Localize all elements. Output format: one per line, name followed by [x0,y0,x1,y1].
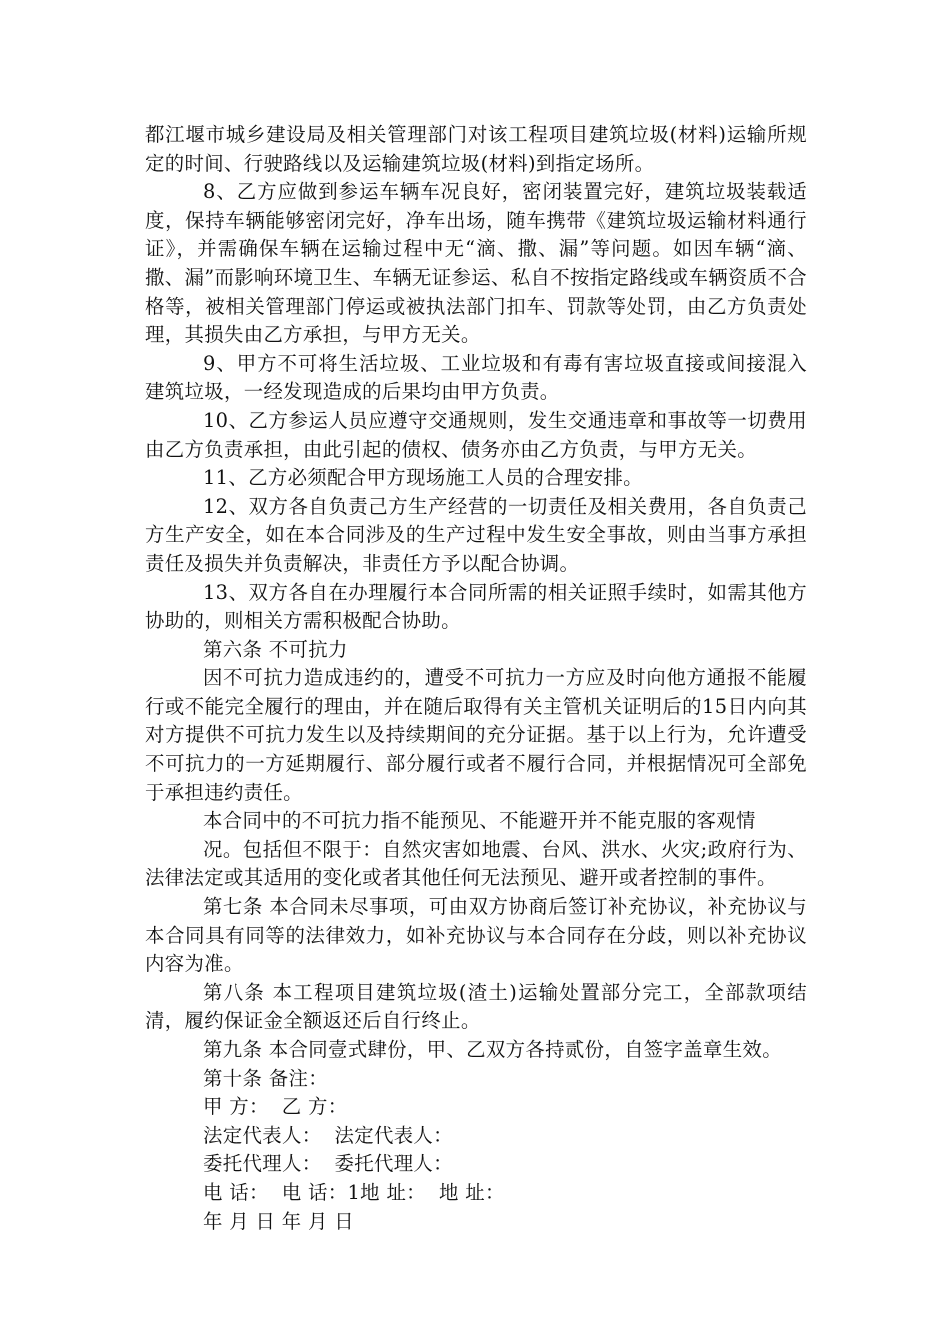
clause-13-paragraph: 13、双方各自在办理履行本合同所需的相关证照手续时，如需其他方协助的，则相关方需积极配合协助。 [145,580,807,633]
clause-10-paragraph: 10、乙方参运人员应遵守交通规则，发生交通违章和事故等一切费用由乙方负责承担，由此引起的债权、债务亦由乙方负责，与甲方无关。 [145,408,807,461]
article-7-paragraph: 第七条 本合同未尽事项，可由双方协商后签订补充协议，补充协议与本合同具有同等的法律效力，如补充协议与本合同存在分歧，则以补充协议内容为准。 [145,895,807,976]
force-majeure-paragraph: 因不可抗力造成违约的，遭受不可抗力一方应及时向他方通报不能履行或不能完全履行的理由，并在随后取得有关主管机关证明后的15日内向其对方提供不可抗力发生以及持续期间的充分证据。基于以上行为，允许遭受不可抗力的一方延期履行、部分履行或者不履行合同，并根据情况可全部免于承担违约责任。 [145,666,807,804]
agent-labels: 委托代理人： 委托代理人： [203,1152,453,1176]
article-10-remarks: 第十条 备注： [203,1066,328,1090]
clause-paragraph: 都江堰市城乡建设局及相关管理部门对该工程项目建筑垃圾(材料)运输所规定的时间、行驶路线以及运输建筑垃圾(材料)到指定场所。 [145,123,807,175]
article-8-paragraph: 第八条 本工程项目建筑垃圾(渣土)运输处置部分完工，全部款项结清，履约保证金全额返还后自行终止。 [145,980,807,1033]
force-majeure-definition-paragraph: 本合同中的不可抗力指不能预见、不能避开并不能克服的客观情 [203,809,756,833]
article-9-paragraph: 第九条 本合同壹式肆份，甲、乙双方各持贰份，自签字盖章生效。 [203,1038,782,1061]
force-majeure-examples-paragraph: 况。包括但不限于：自然灾害如地震、台风、洪水、火灾;政府行为、法律法定或其适用的变化或者其他任何无法预见、避开或者控制的事件。 [145,837,807,890]
article-6-heading: 第六条 不可抗力 [203,637,348,661]
signature-block [145,1065,807,1237]
clause-9-paragraph: 9、甲方不可将生活垃圾、工业垃圾和有毒有害垃圾直接或间接混入建筑垃圾，一经发现造成的后果均由甲方负责。 [145,351,807,404]
legal-representative-labels: 法定代表人： 法定代表人： [203,1123,453,1147]
contract-page [145,121,807,1236]
phone-address-labels: 电 话： 电 话：1地 址： 地 址： [203,1180,505,1204]
date-labels: 年 月 日 年 月 日 [203,1209,355,1233]
clause-12-paragraph: 12、双方各自负责己方生产经营的一切责任及相关费用，各自负责己方生产安全，如在本合同涉及的生产过程中发生安全事故，则由当事方承担责任及损失并负责解决，非责任方予以配合协调。 [145,494,807,575]
party-labels: 甲 方： 乙 方： [203,1095,348,1119]
clause-8-paragraph: 8、乙方应做到参运车辆车况良好，密闭装置完好，建筑垃圾装载适度，保持车辆能够密闭完好，净车出场，随车携带《建筑垃圾运输材料通行证》，并需确保车辆在运输过程中无“滴、撒、漏”等问题。如因车辆“滴、撒、漏”而影响环境卫生、车辆无证参运、私自不按指定路线或车辆资质不合格等，被相关管理部门停运或被执法部门扣车、罚款等处罚，由乙方负责处理，其损失由乙方承担，与甲方无关。 [145,180,807,347]
clause-11-paragraph: 11、乙方必须配合甲方现场施工人员的合理安排。 [203,466,643,490]
